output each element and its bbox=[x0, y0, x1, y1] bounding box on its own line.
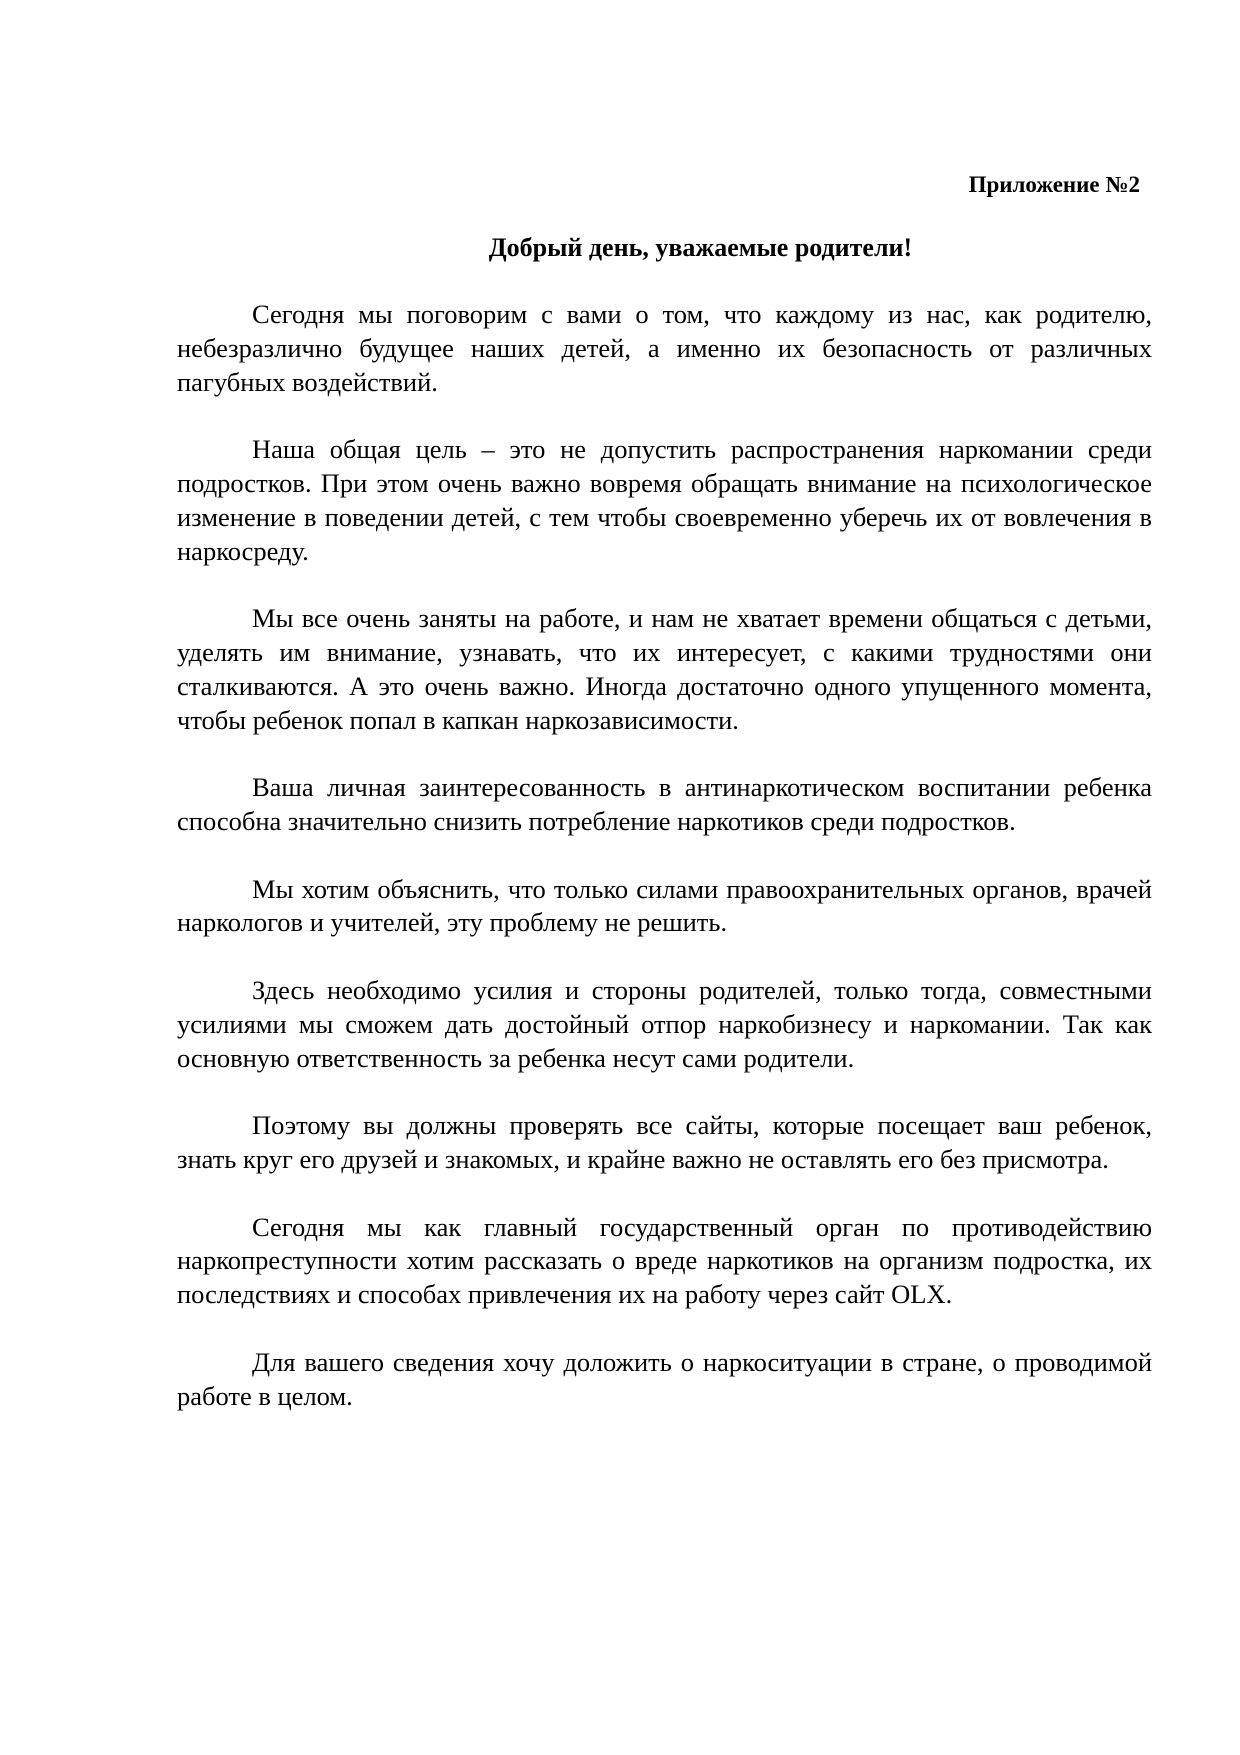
paragraph-common-goal: Наша общая цель – это не допустить распространения наркомании среди подростков. При этом очень важно вовремя обращать внимание на психологическое изменение в поведении детей, с тем чтобы своевременно уберечь их от вовлечения в наркосреду. bbox=[177, 434, 1152, 566]
paragraph-intro: Сегодня мы поговорим с вами о том, что каждому из нас, как родителю, небезразлично будущее наших детей, а именно их безопасность от различных пагубных воздействий. bbox=[177, 299, 1152, 397]
appendix-label: Приложение №2 bbox=[968, 172, 1140, 197]
paragraph-drug-harm: Сегодня мы как главный государственный орган по противодействию наркопреступности хотим рассказать о вреде наркотиков на организм подростка, их последствиях и способах привлечения их на работу через сайт OLX. bbox=[177, 1211, 1152, 1310]
document-page bbox=[177, 168, 1152, 1413]
paragraph-law-enforcement: Мы хотим объяснить, что только силами правоохранительных органов, врачей наркологов и учителей, эту проблему не решить. bbox=[177, 873, 1152, 938]
paragraph-parent-efforts: Здесь необходимо усилия и стороны родителей, только тогда, совместными усилиями мы сможем дать достойный отпор наркобизнесу и наркомании. Так как основную ответственность за ребенка несут сами родители. bbox=[177, 974, 1152, 1073]
paragraph-personal-interest: Ваша личная заинтересованность в антинаркотическом воспитании ребенка способна значительно снизить потребление наркотиков среди подростков. bbox=[177, 772, 1152, 836]
paragraph-situation-report: Для вашего сведения хочу доложить о наркоситуации в стране, о проводимой работе в целом. bbox=[177, 1346, 1152, 1411]
page-title: Добрый день, уважаемые родители! bbox=[488, 233, 913, 262]
paragraph-busy-parents: Мы все очень заняты на работе, и нам не хватает времени общаться с детьми, уделять им внимание, узнавать, что их интересует, с какими трудностями они сталкиваются. А это очень важно. Иногда достаточно одного упущенного момента, чтобы ребенок попал в капкан наркозависимости. bbox=[177, 603, 1152, 735]
paragraph-check-sites: Поэтому вы должны проверять все сайты, которые посещает ваш ребенок, знать круг его друзей и знакомых, и крайне важно не оставлять его без присмотра. bbox=[177, 1110, 1152, 1174]
